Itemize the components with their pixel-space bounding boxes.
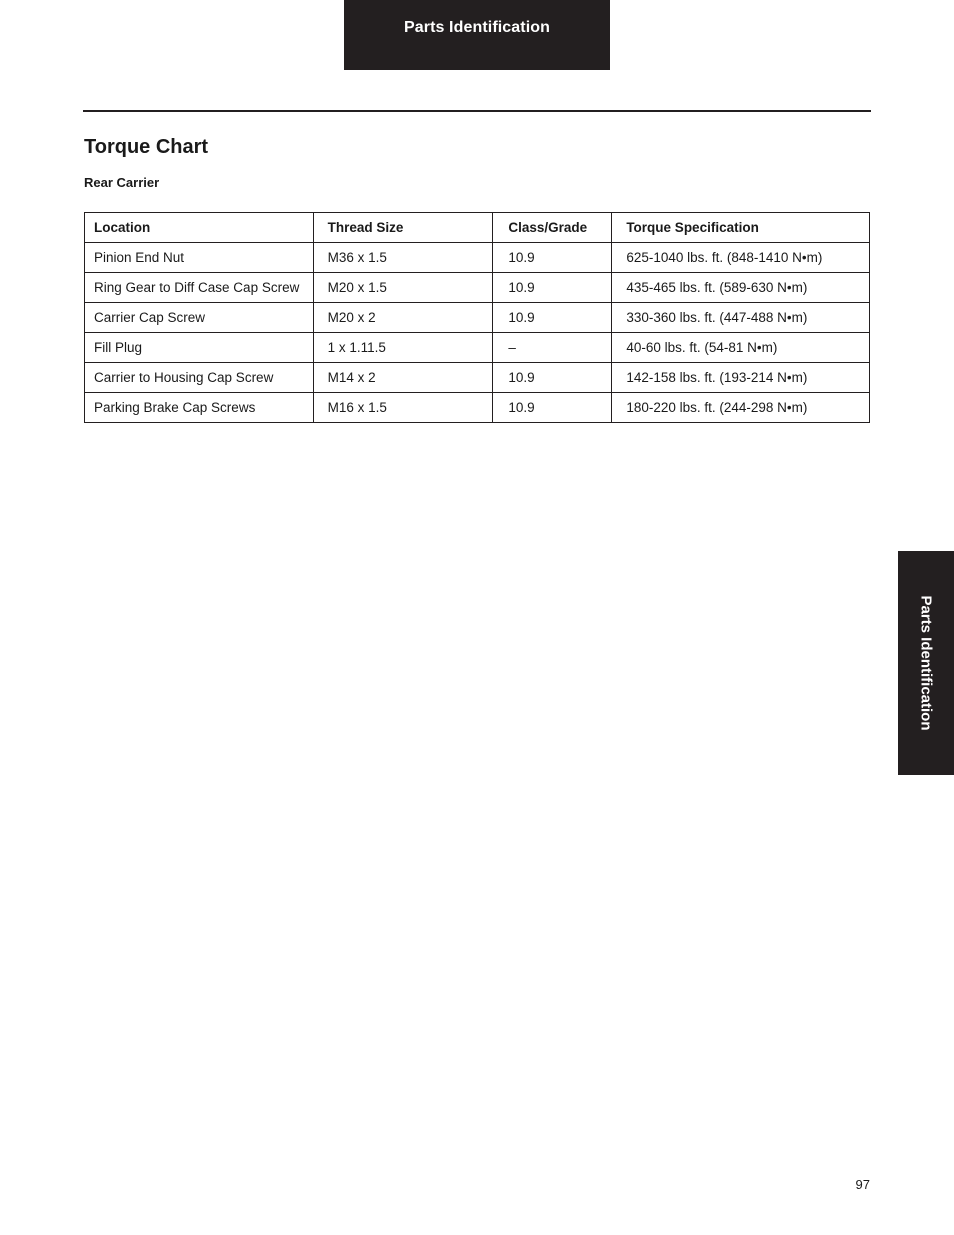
page-title: Torque Chart <box>84 136 209 158</box>
table-row <box>85 333 870 363</box>
cell-thread-size: M20 x 2 <box>313 303 493 333</box>
cell-class-grade: 10.9 <box>493 303 612 333</box>
cell-torque-specification: 40-60 lbs. ft. (54-81 N•m) <box>612 333 870 363</box>
column-header-thread-size: Thread Size <box>313 213 493 243</box>
cell-location: Ring Gear to Diff Case Cap Screw <box>85 273 314 303</box>
column-header-class-grade: Class/Grade <box>493 213 612 243</box>
cell-torque-specification: 180-220 lbs. ft. (244-298 N•m) <box>612 393 870 423</box>
cell-location: Fill Plug <box>85 333 314 363</box>
page-number: 97 <box>855 1177 870 1192</box>
cell-thread-size: M14 x 2 <box>313 363 493 393</box>
cell-class-grade: 10.9 <box>493 243 612 273</box>
table-row <box>85 303 870 333</box>
cell-location: Pinion End Nut <box>85 243 314 273</box>
header-tab <box>344 0 610 70</box>
table-row <box>85 363 870 393</box>
cell-class-grade: 10.9 <box>493 363 612 393</box>
cell-class-grade: 10.9 <box>493 393 612 423</box>
table-header-row <box>85 213 870 243</box>
side-tab-label: Parts Identification <box>917 595 935 731</box>
cell-torque-specification: 625-1040 lbs. ft. (848-1410 N•m) <box>612 243 870 273</box>
cell-location: Carrier Cap Screw <box>85 303 314 333</box>
side-section-tab <box>898 551 954 775</box>
column-header-torque-specification: Torque Specification <box>612 213 870 243</box>
cell-thread-size: 1 x 1.11.5 <box>313 333 493 363</box>
cell-class-grade: – <box>493 333 612 363</box>
cell-class-grade: 10.9 <box>493 273 612 303</box>
cell-location: Carrier to Housing Cap Screw <box>85 363 314 393</box>
cell-thread-size: M20 x 1.5 <box>313 273 493 303</box>
cell-torque-specification: 435-465 lbs. ft. (589-630 N•m) <box>612 273 870 303</box>
header-rule <box>83 110 871 112</box>
table-row <box>85 393 870 423</box>
cell-thread-size: M36 x 1.5 <box>313 243 493 273</box>
column-header-location: Location <box>85 213 314 243</box>
header-tab-label: Parts Identification <box>403 19 551 36</box>
torque-table <box>84 212 870 423</box>
cell-thread-size: M16 x 1.5 <box>313 393 493 423</box>
cell-torque-specification: 330-360 lbs. ft. (447-488 N•m) <box>612 303 870 333</box>
cell-torque-specification: 142-158 lbs. ft. (193-214 N•m) <box>612 363 870 393</box>
cell-location: Parking Brake Cap Screws <box>85 393 314 423</box>
table-row <box>85 243 870 273</box>
section-subtitle: Rear Carrier <box>84 175 160 190</box>
table-row <box>85 273 870 303</box>
